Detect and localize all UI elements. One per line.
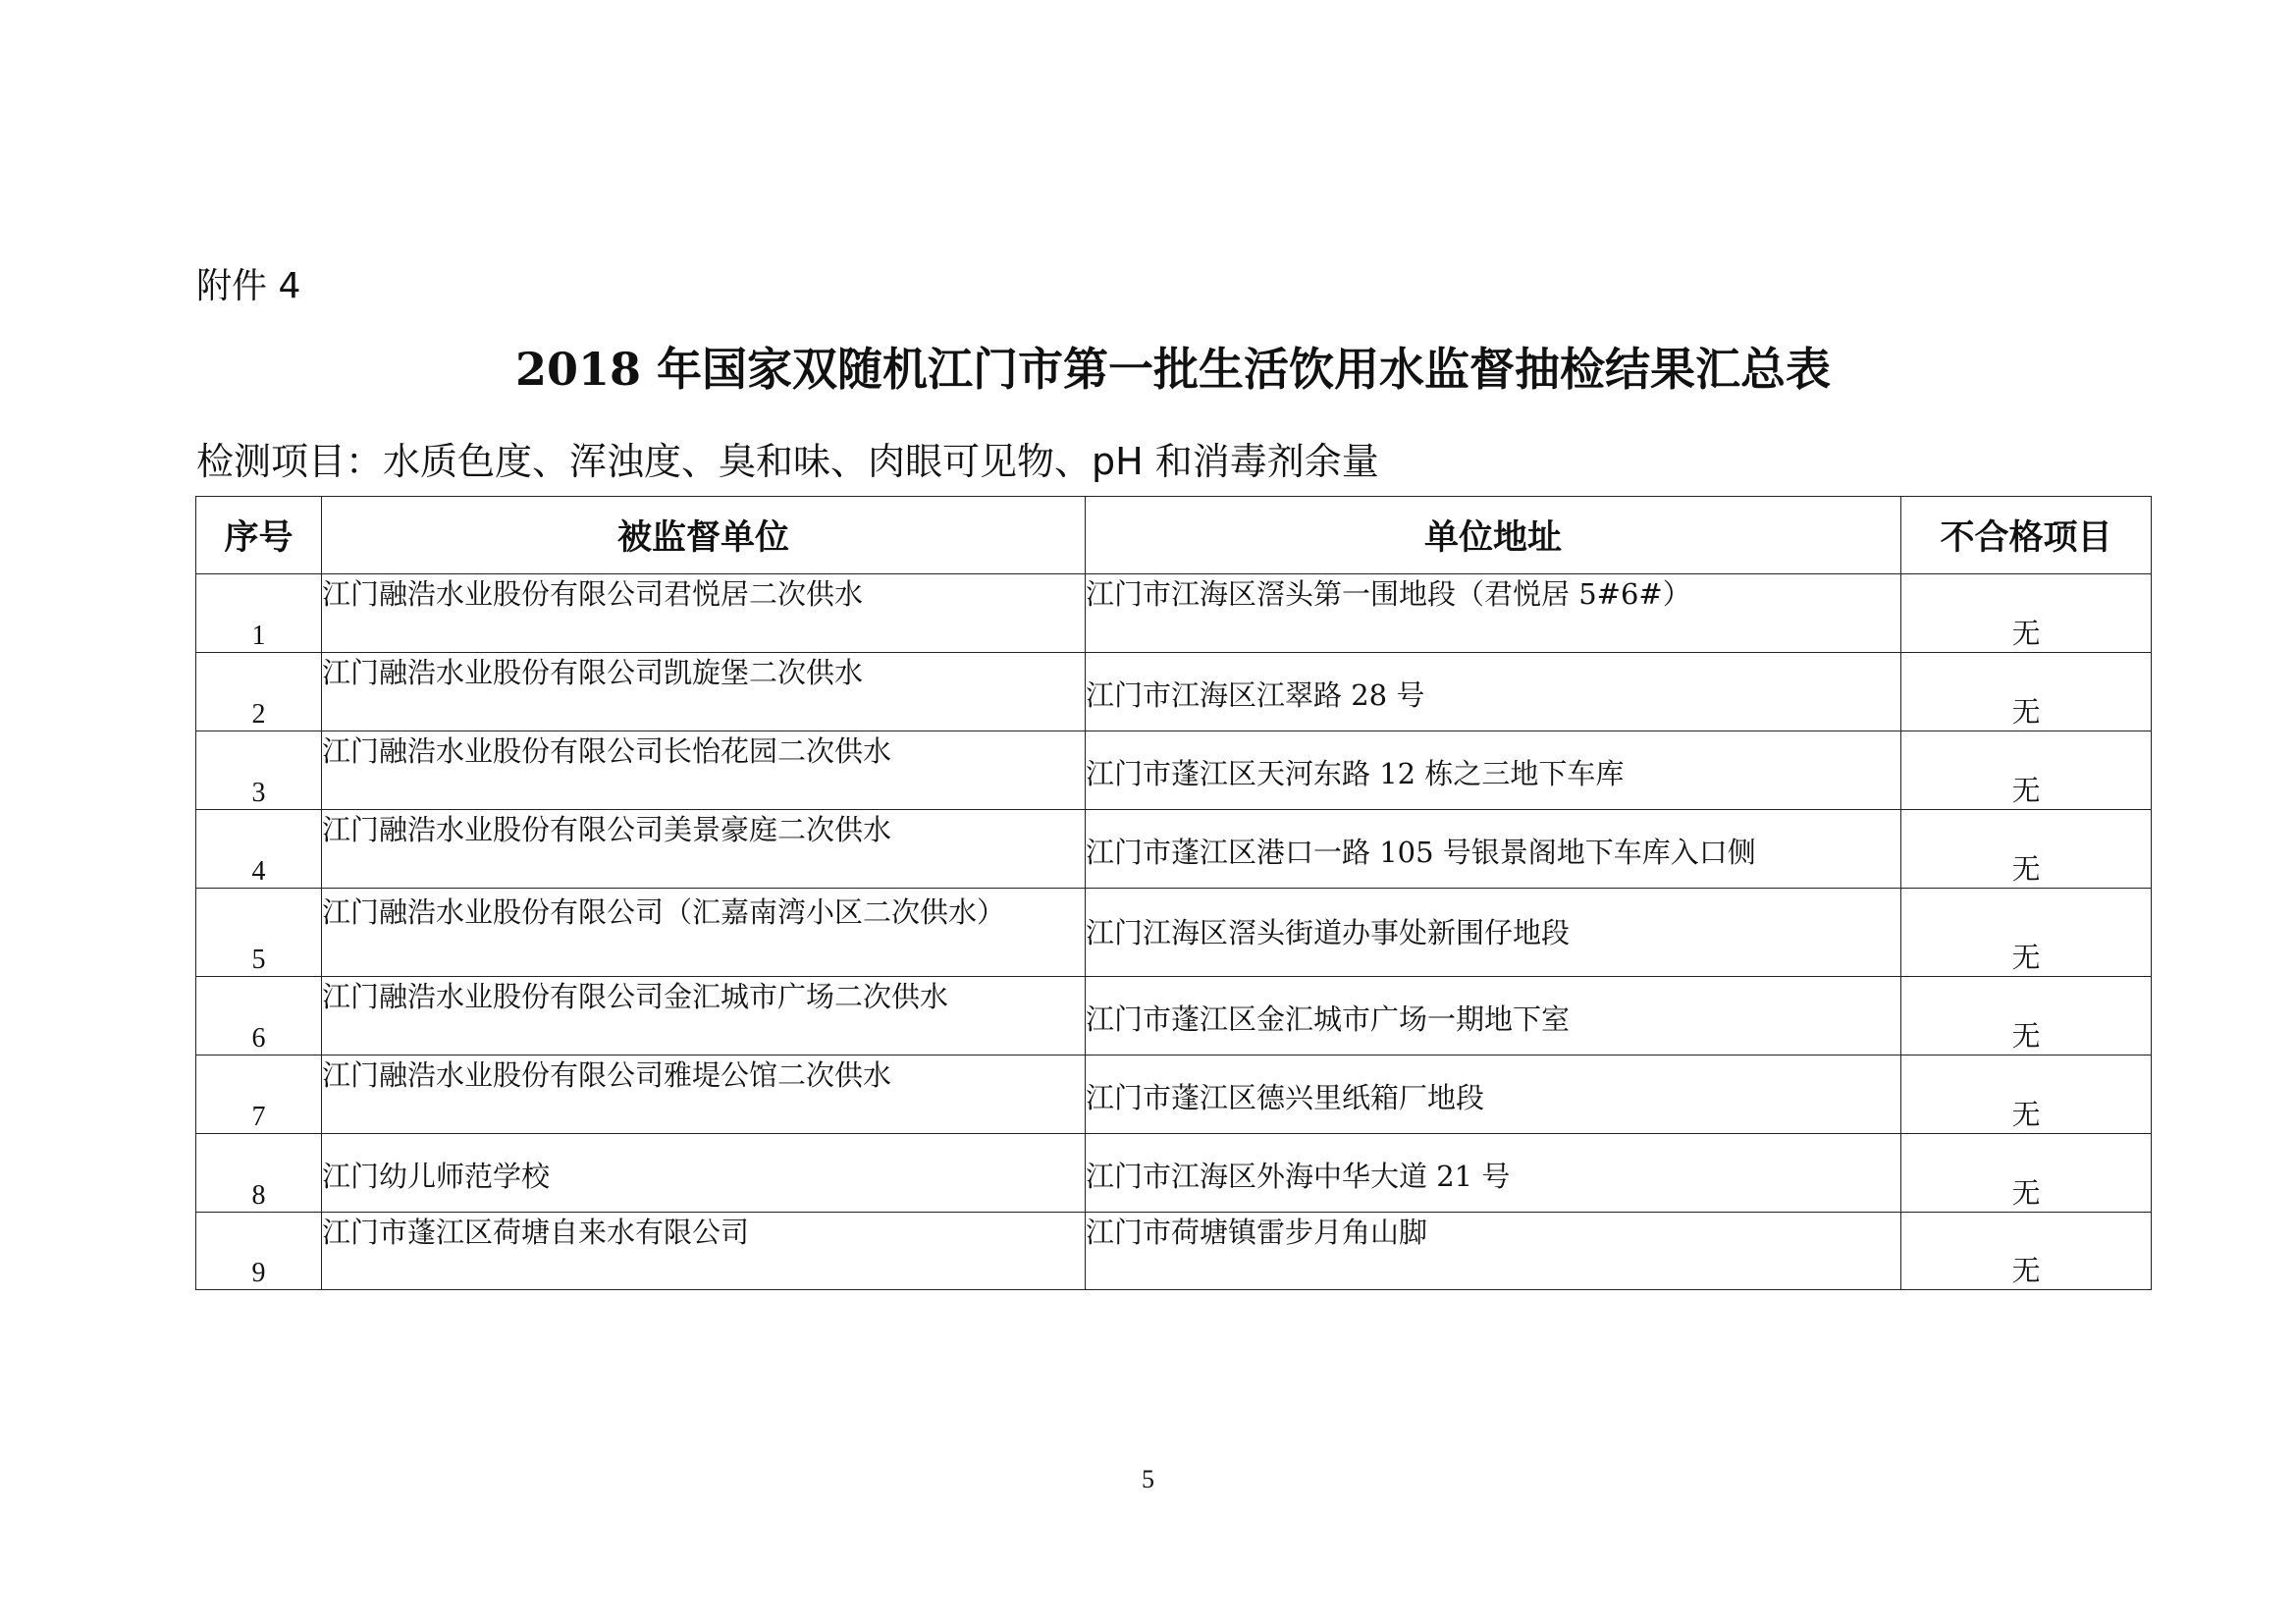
- row-unqualified: 无: [1901, 574, 2152, 653]
- table-row: [196, 1056, 2152, 1134]
- row-no: 8: [196, 1134, 322, 1213]
- header-no: 序号: [196, 497, 322, 574]
- row-address: 江门市江海区江翠路 28 号: [1086, 653, 1901, 731]
- header-address: 单位地址: [1086, 497, 1901, 574]
- row-no: 1: [196, 574, 322, 653]
- row-unit: 江门幼儿师范学校: [322, 1134, 1086, 1213]
- attachment-label: 附件 4: [196, 266, 301, 306]
- row-no: 6: [196, 977, 322, 1056]
- row-unqualified: 无: [1901, 1134, 2152, 1213]
- results-table: [195, 496, 2152, 1290]
- row-unqualified: 无: [1901, 1213, 2152, 1290]
- row-unit: 江门融浩水业股份有限公司长怡花园二次供水: [322, 731, 1086, 810]
- row-address: 江门市蓬江区德兴里纸箱厂地段: [1086, 1056, 1901, 1134]
- row-address: 江门市蓬江区天河东路 12 栋之三地下车库: [1086, 731, 1901, 810]
- row-address: 江门市江海区外海中华大道 21 号: [1086, 1134, 1901, 1213]
- row-unit: 江门融浩水业股份有限公司雅堤公馆二次供水: [322, 1056, 1086, 1134]
- table-row: [196, 889, 2152, 977]
- row-no: 9: [196, 1213, 322, 1290]
- row-no: 4: [196, 810, 322, 889]
- row-unqualified: 无: [1901, 977, 2152, 1056]
- table-row: [196, 977, 2152, 1056]
- row-unqualified: 无: [1901, 889, 2152, 977]
- row-address: 江门市荷塘镇雷步月角山脚: [1086, 1213, 1901, 1290]
- table-header-row: [196, 497, 2152, 574]
- table-row: [196, 574, 2152, 653]
- row-unqualified: 无: [1901, 1056, 2152, 1134]
- row-address: 江门市江海区滘头第一围地段（君悦居 5#6#）: [1086, 574, 1901, 653]
- header-unqualified: 不合格项目: [1901, 497, 2152, 574]
- row-unqualified: 无: [1901, 653, 2152, 731]
- row-no: 5: [196, 889, 322, 977]
- row-unit: 江门融浩水业股份有限公司君悦居二次供水: [322, 574, 1086, 653]
- row-unit: 江门融浩水业股份有限公司凯旋堡二次供水: [322, 653, 1086, 731]
- row-unit: 江门融浩水业股份有限公司（汇嘉南湾小区二次供水）: [322, 889, 1086, 977]
- document-title: 2018 年国家双随机江门市第一批生活饮用水监督抽检结果汇总表: [514, 343, 1832, 396]
- table-row: [196, 1213, 2152, 1290]
- header-unit: 被监督单位: [322, 497, 1086, 574]
- row-unqualified: 无: [1901, 810, 2152, 889]
- row-no: 7: [196, 1056, 322, 1134]
- row-address: 江门市蓬江区金汇城市广场一期地下室: [1086, 977, 1901, 1056]
- row-unit: 江门融浩水业股份有限公司金汇城市广场二次供水: [322, 977, 1086, 1056]
- row-unqualified: 无: [1901, 731, 2152, 810]
- table-row: [196, 731, 2152, 810]
- row-address: 江门市蓬江区港口一路 105 号银景阁地下车库入口侧: [1086, 810, 1901, 889]
- table-row: [196, 810, 2152, 889]
- row-unit: 江门融浩水业股份有限公司美景豪庭二次供水: [322, 810, 1086, 889]
- table-row: [196, 653, 2152, 731]
- row-unit: 江门市蓬江区荷塘自来水有限公司: [322, 1213, 1086, 1290]
- test-items-line: 检测项目：水质色度、浑浊度、臭和味、肉眼可见物、pH 和消毒剂余量: [196, 440, 1379, 483]
- row-no: 3: [196, 731, 322, 810]
- row-address: 江门江海区滘头街道办事处新围仔地段: [1086, 889, 1901, 977]
- row-no: 2: [196, 653, 322, 731]
- page-number: 5: [1142, 1465, 1154, 1493]
- table-row: [196, 1134, 2152, 1213]
